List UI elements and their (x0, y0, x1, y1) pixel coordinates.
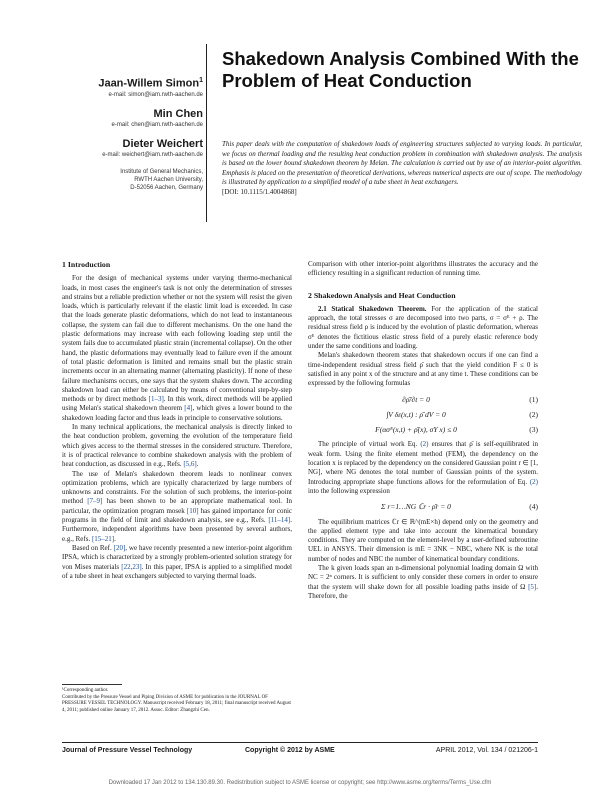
citation-link[interactable]: [1–3] (148, 395, 164, 404)
equation-link[interactable]: (2) (420, 440, 429, 449)
author-block (20, 74, 203, 192)
header-divider (206, 44, 207, 222)
citation-link[interactable]: [20] (113, 543, 126, 552)
author-2 (20, 108, 203, 129)
author-name: Jaan-Willem Simon$^1$ (98, 77, 203, 90)
footer-rule (62, 742, 538, 743)
paragraph: Based on Ref. [20], we have recently presented a new interior-point algorithm IPSA, which is characterized by a strongly problem-oriented solution strategy for von Mises materials [22,23]. In this paper, IPSA is applied to a simplified model of a tube sheet in heat exchangers subjected to varying thermal loads. (62, 543, 293, 580)
equation-link[interactable]: (2) (529, 477, 538, 486)
citation-link[interactable]: [7–9] (87, 497, 103, 506)
abstract: This paper deals with the computation of shakedown loads of engineering structures subjected to varying loads. In particular, we focus on thermal loading and the resulting heat conduction problem in combination with shakedown analysis. The analysis is based on the lower bound shakedown theorem by Melan. The calculation is carried out by use of an interior-point algorithm. Emphasis is placed on the presentation of theoretical derivations, whereas numerical aspects are out of scope. The methodology is illustrated by application to a simplified model of a tube sheet in heat exchangers. [DOI: 10.1115/1.4004868] (222, 140, 582, 196)
section-heading-shakedown: 2 Shakedown Analysis and Heat Conduction (308, 290, 456, 300)
footer-journal: Journal of Pressure Vessel Technology (62, 747, 193, 754)
section-heading-introduction: 1 Introduction (62, 260, 111, 269)
equation-4: Σ r=1…NG ℂr · ρ̄r = 0 (4) (381, 502, 538, 512)
paragraph: For the design of mechanical systems under varying thermo-mechanical loads, in most cases the engineer's task is not only the determination of stresses and strains but a reliable prediction whether or not the system will resist the given loads, which is particularly relevant if the elastic limit load is exceeded. In case that the loads generate plastic deformations, which do not lead to instantaneous collapse, the system can fail due to different mechanisms. On the one hand the plastic deformations may increase with each following loading step until the system fails due to accumulated plastic strain (incremental collapse). On the other hand, the plastic deformations may eventually lead to failure even if the amount of total plastic deformation is limited and remains small but the plastic strain increments occur in an alternating manner (alternating plasticity). If none of these failure mechanisms occurs, one says that the system shakes down. The according shakedown load can either be calculated by means of conventional step-by-step methods or by direct methods [1–3]. In this work, direct methods will be applied using Melan's statical shakedown theorem [4], which gives a lower bound to the shakedown loading factor and thus leads in principle to conservative solutions. (62, 274, 292, 422)
left-column (62, 260, 292, 581)
download-notice: Downloaded 17 Jan 2012 to 134.130.89.30. Redistribution subject to ASME license or copyright; see http://www.asme.org/terms/Terms_Use.cfm (108, 780, 492, 786)
author-3 (20, 138, 203, 159)
paragraph: The k given loads span an n-dimensional polynomial loading domain Ω with NC = 2ⁿ corners. It is sufficient to only consider these corners in order to ensure that the system will shake down for all possible loading paths inside of Ω [5]. Therefore, the (308, 564, 538, 600)
equation-1: ∂ρ̄/∂t = 0 (1) (402, 394, 538, 404)
footnote-rule (62, 684, 122, 685)
paragraph: In many technical applications, the mechanical analysis is directly linked to the heat conduction problem, governing the evolution of the temperature field which gives access to the thermal stresses in the considered structure. Therefore, it is of practical relevance to combine shakedown analysis with the problem of heat conduction, as discussed in e.g., Refs. [5,6]. (62, 423, 292, 469)
citation-link[interactable]: [22,23] (121, 562, 142, 571)
doi[interactable]: [DOI: 10.1115/1.4004868] (222, 187, 297, 196)
author-name: Min Chen (153, 107, 203, 120)
citation-link[interactable]: [15–21] (91, 534, 115, 543)
affiliation: Institute of General Mechanics, RWTH Aachen University, D-52056 Aachen, Germany (120, 168, 203, 191)
paper-title: Shakedown Analysis Combined With the Problem of Heat Conduction (222, 48, 579, 91)
paragraph: Comparison with other interior-point algorithms illustrates the accuracy and the efficiency resulting in a significant reduction of running time. (308, 260, 538, 278)
paragraph: Melan's shakedown theorem states that shakedown occurs if one can find a time-independent residual stress field ρ̄ such that the yield condition F ≤ 0 is satisfied in any point x of the structure and at any time t. These conditions can be expressed by the following formulas (308, 351, 538, 388)
paragraph: The use of Melan's shakedown theorem leads to nonlinear convex optimization problems, which are typically characterized by large numbers of unknowns and constraints. For the solution of such problems, the interior-point method [7–9] has been shown to be an appropriate mathematical tool. In particular, the optimization program mosek [10] has gained importance for conic programs in the field of limit and shakedown analysis, see e.g., Refs. [11–14]. Furthermore, independent algorithms have been presented by several authors, e.g., Refs. [15–21]. (62, 469, 293, 543)
author-email: e-mail: chen@iam.rwth-aachen.de (111, 121, 203, 128)
equation-3: F(ασᴱ(x,t) + ρ̄(x), σY x) ≤ 0 (3) (375, 425, 538, 435)
author-email: e-mail: simon@iam.rwth-aachen.de (108, 91, 203, 98)
subsection-heading: 2.1 Statical Shakedown Theorem. (318, 304, 427, 313)
citation-link[interactable]: [5] (528, 582, 537, 591)
footer-issue: APRIL 2012, Vol. 134 / 021206-1 (435, 747, 538, 754)
footer-copyright: Copyright © 2012 by ASME (245, 747, 335, 754)
paragraph: 2.1 Statical Shakedown Theorem. For the application of the statical approach, the total stresses σ are decomposed into two parts, σ = σᴱ + ρ. The residual stress field ρ is induced by the evolution of plastic deformation, whereas σᴱ denotes the fictitious elastic stress field of a purely elastic reference body under the same conditions and loading. (308, 304, 538, 351)
paragraph: The equilibrium matrices ℂr ∈ ℝ^(mE×h) depend only on the geometry and the applied element type and take into account the kinematical boundary conditions. They are computed on the element-level by a user-defined subroutine UEL in ANSYS. Their dimension is mE = 3NK − NBC, where NK is the total number of nodes and NBC the number of kinematical boundary conditions. (308, 517, 538, 563)
citation-link[interactable]: [5,6] (183, 460, 197, 469)
paragraph: The principle of virtual work Eq. (2) ensures that ρ̄ is self-equilibrated in weak form. Using the finite element method (FEM), the dependency on the location x is replaced by the dependency on the considered Gaussian point r ∈ [1, NG], where NG denotes the total number of Gaussian points of the system. Introducing appropriate shape functions allows for the reformulation of Eq. (2) into the following expression (308, 440, 539, 495)
author-1 (20, 74, 203, 99)
right-column (308, 260, 538, 601)
author-name: Dieter Weichert (122, 137, 203, 150)
citation-link[interactable]: [4] (184, 404, 193, 413)
citation-link[interactable]: [10] (186, 506, 199, 515)
footnote: ¹Corresponding author. Contributed by the Pressure Vessel and Piping Division of ASME for publication in the JOURNAL OF PRESSURE VESSEL TECHNOLOGY. Manuscript received February 18, 2011; final manuscript received August 4, 2011; published online January 17, 2012. Assoc. Editor: Zhangzhi Cen. (62, 688, 291, 713)
citation-link[interactable]: [11–14] (268, 516, 291, 525)
author-email: e-mail: weichert@iam.rwth-aachen.de (102, 151, 203, 158)
equation-2: ∫V δε(x,t) : ρ̄ dV = 0 (2) (386, 409, 538, 419)
